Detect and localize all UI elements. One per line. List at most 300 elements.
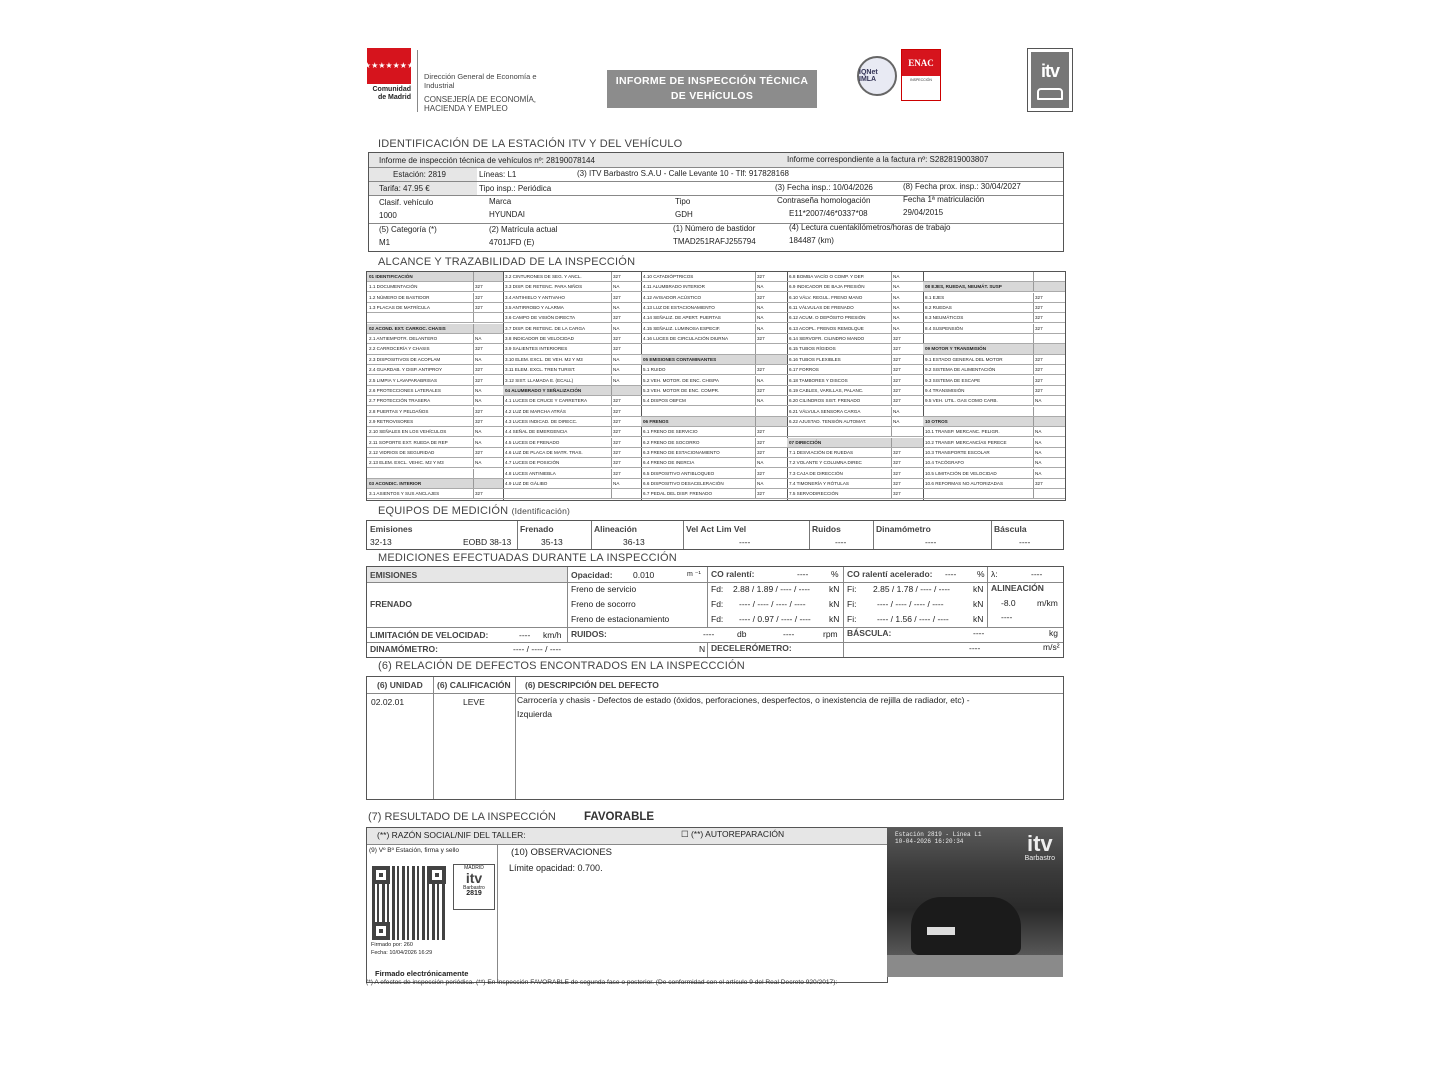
scope-row: [923, 489, 1065, 499]
scope-item-status: [1033, 282, 1065, 292]
scope-item-status: NA: [1033, 469, 1065, 479]
scope-row: [367, 282, 503, 292]
scope-row: [641, 324, 787, 334]
scope-row: [923, 303, 1065, 313]
scope-item-status: [473, 479, 503, 489]
scope-row: [923, 334, 1065, 344]
defect-col-description: (6) DESCRIPCIÓN DEL DEFECTO: [525, 680, 659, 690]
header-divider: [417, 50, 418, 112]
scope-item-label: 6.1 FRENO DE SERVICIO: [643, 429, 698, 435]
scope-item-status: 327: [611, 417, 641, 427]
scope-item-status: 327: [611, 427, 641, 437]
scope-group-header: [641, 355, 787, 365]
scope-item-label: 6.10 VÁLV. REGUL. FRENO MANO: [789, 294, 863, 300]
inspection-line: Líneas: L1: [479, 170, 517, 179]
scope-item-label: 07 DIRECCIÓN: [789, 439, 822, 445]
scope-item-label: 3.12 SIST. LLAMADA E. (ECALL): [505, 377, 574, 383]
scope-item-status: NA: [891, 303, 923, 313]
class-value: 1000: [379, 211, 397, 220]
scope-item-label: 4.6 LUZ DE PLACA DE MATR. TRAS.: [505, 449, 583, 455]
scope-column: [641, 272, 788, 500]
scope-column: [787, 272, 924, 500]
defect-col-unit: (6) UNIDAD: [377, 680, 423, 690]
scope-row: [641, 334, 787, 344]
scope-item-label: 05 EMISIONES CONTAMINANTES: [643, 356, 717, 362]
odometer-value: 184487 (km): [789, 236, 834, 245]
scope-row: [641, 365, 787, 375]
scope-item-label: 1.2 NÚMERO DE BASTIDOR: [369, 294, 430, 300]
scope-item-label: 7.5 SERVODIRECCIÓN: [789, 491, 839, 497]
itv-logo: [1027, 48, 1073, 112]
observations-text: Límite opacidad: 0.700.: [509, 863, 603, 873]
scope-item-label: 4.16 LUCES DE CIRCULACIÓN DIURNA: [643, 336, 729, 342]
scope-item-status: NA: [755, 458, 787, 468]
scope-item-label: 2.9 RETROVISORES: [369, 418, 414, 424]
scope-item-label: 6.20 CILINDROS SIST. FRENADO: [789, 398, 861, 404]
scope-item-status: NA: [755, 303, 787, 313]
scope-item-label: 08 EJES, RUEDAS, NEUMÁT. SUSP: [925, 284, 1002, 290]
scope-item-label: 6.3 FRENO DE ESTACIONAMIENTO: [643, 449, 720, 455]
scope-row: [367, 469, 503, 479]
scope-column: [503, 272, 642, 500]
scope-item-status: 327: [611, 458, 641, 468]
scope-row: [923, 355, 1065, 365]
scope-item-label: 8.1 EJES: [925, 294, 945, 300]
scope-item-label: 6.6 DISPOSITIVO DESACELERACIÓN: [643, 481, 724, 486]
scope-item-status: NA: [1033, 458, 1065, 468]
scope-row: [503, 376, 641, 386]
scope-item-label: 9.2 SISTEMA DE ALIMENTACIÓN: [925, 367, 996, 373]
scope-item-status: 327: [755, 365, 787, 375]
scope-item-label: 2.4 GUARDAB. Y DISP. ANTIPROY: [369, 367, 443, 373]
scope-item-status: 327: [891, 448, 923, 458]
scope-row: [923, 313, 1065, 323]
scope-row: [787, 313, 923, 323]
scope-column: [923, 272, 1065, 500]
defect-rating: LEVE: [463, 697, 485, 707]
scope-item-label: 9.1 ESTADO GENERAL DEL MOTOR: [925, 356, 1003, 362]
scope-item-label: 02 ACOND. EXT. CARROC. CHASIS: [369, 325, 446, 331]
scope-group-header: [641, 417, 787, 427]
scope-item-status: NA: [473, 438, 503, 448]
scope-row: [641, 396, 787, 406]
scope-row: [923, 438, 1065, 448]
scope-row: [923, 365, 1065, 375]
scope-item-label: 4.12 AVISADOR ACÚSTICO: [643, 294, 702, 300]
scope-item-status: [473, 469, 503, 479]
scope-row: [367, 448, 503, 458]
homologation-label: Contraseña homologación: [777, 196, 871, 205]
scope-item-label: 3.1 ASIENTOS Y SUS ANCLAJES: [369, 491, 440, 497]
scope-grid: [366, 271, 1066, 501]
scope-row: [503, 303, 641, 313]
scope-row: [503, 417, 641, 427]
scope-item-status: NA: [611, 365, 641, 375]
station-stamp: MADRID itv Barbastro 2819: [453, 864, 495, 910]
scope-row: [503, 365, 641, 375]
scope-item-label: 4.1 LUCES DE CRUCE Y CARRETERA: [505, 398, 588, 404]
scope-item-status: 327: [473, 344, 503, 354]
scope-item-status: 327: [755, 334, 787, 344]
scope-row: [641, 376, 787, 386]
scope-item-status: 327: [473, 282, 503, 292]
scope-item-status: NA: [891, 324, 923, 334]
scope-item-status: [1033, 344, 1065, 354]
scope-item-label: 2.6 PROTECCIONES LATERALES: [369, 387, 441, 393]
scope-row: [787, 303, 923, 313]
scope-item-label: 7.2 VOLANTE Y COLUMNA DIREC: [789, 460, 862, 466]
scope-row: [367, 458, 503, 468]
vin-label: (1) Número de bastidor: [673, 224, 756, 233]
scope-item-status: 327: [1033, 293, 1065, 303]
scope-row: [503, 448, 641, 458]
comunidad-madrid-logo: [363, 48, 415, 112]
scope-item-status: NA: [891, 293, 923, 303]
scope-item-status: 327: [755, 448, 787, 458]
self-repair-checkbox: ☐ (**) AUTOREPARACIÓN: [681, 829, 785, 839]
scope-item-label: 2.2 CARROCERÍA Y CHASIS: [369, 346, 430, 352]
scope-item-status: 327: [755, 469, 787, 479]
scope-item-status: 327: [611, 293, 641, 303]
scope-item-label: 5.3 VEH. MOTOR DE ENC. COMPR.: [643, 387, 720, 393]
scope-item-status: NA: [1033, 448, 1065, 458]
scope-item-status: NA: [611, 376, 641, 386]
scope-row: [503, 458, 641, 468]
scope-row: [923, 479, 1065, 489]
scope-item-status: NA: [891, 417, 923, 427]
scope-item-status: 327: [1033, 303, 1065, 313]
scope-item-label: 4.15 SEÑALIZ. LUMINOSA ESPECIF.: [643, 325, 721, 331]
scope-item-label: 6.13 ACOPL. FRENOS REMOLQUE: [789, 325, 864, 331]
scope-row: [787, 272, 923, 282]
signature-label: (9) Vº Bº Estación, firma y sello: [369, 847, 459, 854]
scope-item-status: 327: [473, 303, 503, 313]
scope-row: [787, 355, 923, 365]
scope-item-label: 3.4 ANTIHIELO Y ANTIVAHO: [505, 294, 565, 300]
scope-row: [641, 386, 787, 396]
defect-unit: 02.02.01: [371, 697, 405, 707]
equipment-title: EQUIPOS DE MEDICIÓN (Identificación): [378, 505, 571, 517]
scope-item-status: 327: [611, 448, 641, 458]
operator-info: (3) ITV Barbastro S.A.U - Calle Levante 10 - Tlf: 917828168: [577, 169, 789, 178]
scope-item-label: 4.9 LUZ DE GÁLIBO: [505, 481, 548, 486]
ministry-name: CONSEJERÍA DE ECONOMÍA, HACIENDA Y EMPLEO: [424, 95, 537, 113]
scope-item-label: 6.18 TAMBORES Y DISCOS: [789, 377, 848, 383]
scope-item-status: 327: [473, 448, 503, 458]
identification-table: [368, 152, 1064, 252]
scope-item-label: 2.1 ANTIEMPOTR. DELANTERO: [369, 336, 438, 342]
scope-item-status: 327: [611, 407, 641, 417]
scope-row: [641, 344, 787, 354]
scope-row: [787, 376, 923, 386]
fee: Tarifa: 47.95 €: [379, 184, 430, 193]
scope-item-label: 2.11 SOPORTE EXT. RUEDA DE REP: [369, 439, 448, 445]
scope-item-label: 5.1 RUIDO: [643, 367, 666, 373]
scope-item-label: 2.3 DISPOSITIVOS DE ACOPLAM: [369, 356, 441, 362]
equip-emissions: Emisiones 32-13 EOBD 38-13: [367, 521, 518, 549]
scope-item-label: 6.16 TUBOS FLEXIBLES: [789, 356, 841, 362]
scope-item-status: 327: [755, 386, 787, 396]
scope-row: [503, 293, 641, 303]
scope-item-status: NA: [1033, 427, 1065, 437]
scope-row: [503, 272, 641, 282]
scope-row: [367, 355, 503, 365]
scope-item-status: [611, 489, 641, 499]
scope-item-status: 327: [611, 396, 641, 406]
scope-item-status: 327: [611, 344, 641, 354]
scope-item-status: 327: [1033, 365, 1065, 375]
scope-item-status: 327: [891, 396, 923, 406]
scope-row: [641, 448, 787, 458]
scope-item-status: NA: [891, 282, 923, 292]
scope-item-label: 7.4 TIMONERÍA Y RÓTULAS: [789, 481, 849, 486]
scope-item-label: 7.3 CAJA DE DIRECCIÓN: [789, 470, 843, 476]
scope-item-status: [755, 417, 787, 427]
directorate-name: Dirección General de Economía e Industrial: [424, 72, 537, 90]
scope-row: [503, 282, 641, 292]
scope-row: [503, 355, 641, 365]
scope-row: [923, 272, 1065, 282]
plate-value: 4701JFD (E): [489, 238, 535, 247]
scope-item-status: NA: [473, 334, 503, 344]
scope-item-label: 04 ALUMBRADO Y SEÑALIZACIÓN: [505, 387, 582, 393]
inspection-report: [364, 44, 1066, 994]
scope-item-label: 2.10 SEÑALES EN LOS VEHÍCULOS: [369, 429, 447, 435]
scope-row: [367, 489, 503, 499]
scope-column: [367, 272, 504, 500]
scope-item-label: 9.4 TRANSMISIÓN: [925, 387, 965, 393]
scope-item-label: 4.2 LUZ DE MARCHA ATRÁS: [505, 408, 566, 414]
scope-item-status: 327: [473, 417, 503, 427]
report-title: INFORME DE INSPECCIÓN TÉCNICA DE VEHÍCULOS: [607, 70, 817, 108]
scope-item-status: [473, 313, 503, 323]
scope-row: [787, 489, 923, 499]
scope-row: [787, 458, 923, 468]
scope-item-status: [1033, 489, 1065, 499]
equip-speed-limiter: Vel Act Lim Vel ----: [683, 521, 810, 549]
scope-item-label: 9.5 VEH. UTIL. GAS COMO CARB.: [925, 398, 998, 404]
scope-item-status: NA: [755, 282, 787, 292]
scope-item-label: 6.4 FRENO DE INERCIA: [643, 460, 695, 466]
scope-row: [367, 407, 503, 417]
scope-item-label: 8.4 SUSPENSIÓN: [925, 325, 963, 331]
scope-group-header: [503, 386, 641, 396]
scope-item-status: 327: [891, 469, 923, 479]
scope-item-label: 10 OTROS: [925, 418, 948, 424]
next-inspection-date: (8) Fecha prox. insp.: 30/04/2027: [903, 182, 1021, 191]
defect-description: Carrocería y chasis - Defectos de estado (óxidos, perforaciones, desperfectos, o inexistencia de rejilla de radiador, etc) -: [517, 695, 970, 705]
scope-row: [503, 313, 641, 323]
scope-row: [787, 417, 923, 427]
scope-row: [503, 344, 641, 354]
first-registration-label: Fecha 1ª matriculación: [903, 195, 985, 204]
scope-item-label: 4.11 ALUMBRADO INTERIOR: [643, 284, 705, 290]
scope-row: [367, 365, 503, 375]
scope-item-label: 6.12 ACUM. O DEPÓSITO PRESIÓN: [789, 315, 866, 321]
scope-row: [787, 469, 923, 479]
scope-row: [787, 448, 923, 458]
scope-item-label: 2.13 ELEM. EXCL. VEHIC. M2 Y M3: [369, 460, 444, 466]
scope-row: [641, 427, 787, 437]
scope-item-status: NA: [755, 479, 787, 489]
scope-item-status: NA: [891, 407, 923, 417]
scope-row: [923, 469, 1065, 479]
scope-item-label: 4.7 LUCES DE POSICIÓN: [505, 460, 560, 466]
scope-item-status: [473, 272, 503, 282]
scope-row: [923, 396, 1065, 406]
category-label: (5) Categoría (*): [379, 225, 437, 234]
scope-item-label: 4.13 LUZ DE ESTACIONAMIENTO: [643, 305, 715, 311]
scope-row: [367, 334, 503, 344]
car-plate: [927, 927, 955, 935]
scope-item-label: 3.6 CAMPO DE VISIÓN DIRECTA: [505, 315, 576, 321]
scope-group-header: [923, 417, 1065, 427]
workshop-label: (**) RAZÓN SOCIAL/NIF DEL TALLER:: [377, 830, 526, 840]
scope-item-status: [1033, 334, 1065, 344]
scope-row: [787, 427, 923, 437]
photo-floor: [887, 955, 1063, 977]
scope-item-label: 6.21 VÁLVULA SENSORA CARGA: [789, 408, 861, 414]
madrid-flag-icon: ★★★★★★★: [367, 48, 411, 84]
result-label: (7) RESULTADO DE LA INSPECCIÓN: [368, 811, 556, 823]
scope-item-label: 3.10 ELEM. EXCL. DE VEH. M2 Y M3: [505, 356, 583, 362]
scope-row: [503, 489, 641, 499]
scope-item-status: NA: [755, 313, 787, 323]
inspection-type: Tipo insp.: Periódica: [479, 184, 552, 193]
scope-item-status: NA: [755, 324, 787, 334]
scope-item-status: 327: [473, 365, 503, 375]
scope-row: [641, 438, 787, 448]
scope-item-status: NA: [1033, 396, 1065, 406]
scope-item-label: 10.3 TRANSPORTE ESCOLAR: [925, 449, 990, 455]
scope-row: [503, 407, 641, 417]
scope-item-label: 10.5 LIMITACIÓN DE VELOCIDAD: [925, 470, 997, 476]
scope-item-status: 327: [891, 365, 923, 375]
car-icon: [1037, 88, 1063, 100]
scope-row: [641, 313, 787, 323]
scope-item-status: 327: [891, 479, 923, 489]
scope-item-label: 4.5 LUCES DE FRENADO: [505, 439, 560, 445]
scope-item-status: 327: [611, 272, 641, 282]
scope-item-label: 01 IDENTIFICACIÓN: [369, 274, 413, 279]
scope-item-status: [755, 355, 787, 365]
scope-row: [641, 303, 787, 313]
scope-item-label: 1.3 PLACAS DE MATRÍCULA: [369, 305, 430, 311]
scope-item-label: 03 ACONDIC. INTERIOR: [369, 481, 422, 486]
scope-item-status: 327: [755, 427, 787, 437]
scope-item-status: NA: [473, 458, 503, 468]
plate-label: (2) Matrícula actual: [489, 225, 558, 234]
equip-alignment: Alineación 36-13: [591, 521, 684, 549]
scope-item-label: 1.1 DOCUMENTACIÓN: [369, 284, 418, 290]
scope-item-status: 327: [755, 293, 787, 303]
signed-date: Fecha: 10/04/2026 16:29: [371, 950, 433, 956]
scope-item-label: 9.3 SISTEMA DE ESCAPE: [925, 377, 981, 383]
scope-item-label: 4.4 SEÑAL DE EMERGENCIA: [505, 429, 568, 435]
enac-sub: INSPECCIÓN: [910, 78, 932, 82]
photo-brand: itv Barbastro: [1024, 831, 1055, 862]
scope-row: [503, 479, 641, 489]
station-number: Estación: 2819: [393, 170, 446, 179]
scope-item-label: 2.12 VIDRIOS DE SEGURIDAD: [369, 449, 435, 455]
scope-item-label: 6.2 FRENO DE SOCORRO: [643, 439, 700, 445]
inspection-date: (3) Fecha insp.: 10/04/2026: [775, 183, 873, 192]
scope-item-label: 6.11 VÁLVULAS DE FRENADO: [789, 305, 854, 311]
itv-logo-text: itv: [1040, 60, 1059, 81]
scope-item-label: 3.7 DISP. DE RETENC. DE LA CARGA: [505, 325, 586, 331]
scope-item-status: 327: [1033, 376, 1065, 386]
car-icon: [911, 897, 1021, 955]
scope-item-status: NA: [611, 303, 641, 313]
scope-item-label: 10.6 REFORMAS NO AUTORIZADAS: [925, 481, 1004, 486]
scope-row: [787, 479, 923, 489]
scope-item-status: 327: [611, 469, 641, 479]
scope-item-label: 6.15 TUBOS RÍGIDOS: [789, 346, 836, 352]
scope-item-label: 4.10 CATADIÓPTRICOS: [643, 274, 694, 279]
scope-row: [787, 324, 923, 334]
scope-row: [641, 282, 787, 292]
scope-item-label: 7.1 DESVIACIÓN DE RUEDAS: [789, 449, 854, 455]
scope-row: [503, 396, 641, 406]
scope-item-label: 06 FRENOS: [643, 418, 669, 424]
scope-row: [503, 334, 641, 344]
scope-item-label: 10.2 TRANSP. MERCANCÍAS PERECE: [925, 439, 1007, 445]
scope-item-label: 3.3 DISP. DE RETENC. PARA NIÑOS: [505, 284, 583, 290]
scope-item-status: NA: [473, 427, 503, 437]
first-registration-value: 29/04/2015: [903, 208, 944, 217]
scope-row: [787, 282, 923, 292]
scope-item-status: 327: [1033, 386, 1065, 396]
electronic-signature: Firmado electrónicamente: [375, 969, 469, 978]
type-label: Tipo: [675, 197, 691, 206]
scope-item-status: NA: [755, 396, 787, 406]
scope-row: [641, 293, 787, 303]
scope-item-status: 327: [891, 458, 923, 468]
scope-item-status: 327: [611, 334, 641, 344]
signed-by: Firmado por: 260: [371, 942, 413, 948]
scope-item-status: NA: [473, 386, 503, 396]
scope-item-label: 10.4 TACÓGRAFO: [925, 460, 964, 466]
scope-row: [503, 324, 641, 334]
scope-item-label: 4.14 SEÑALIZ. DE APERT. PUERTAS: [643, 315, 721, 321]
scope-row: [641, 407, 787, 417]
scope-row: [367, 386, 503, 396]
scope-row: [367, 376, 503, 386]
scope-row: [367, 303, 503, 313]
scope-item-status: 327: [1033, 479, 1065, 489]
scope-row: [923, 293, 1065, 303]
scope-row: [923, 427, 1065, 437]
scope-item-label: 3.9 SALIENTES INTERIORES: [505, 346, 568, 352]
scope-row: [641, 469, 787, 479]
scope-item-label: 3.2 CINTURONES DE SEG. Y ANCL.: [505, 274, 582, 279]
scope-row: [923, 458, 1065, 468]
report-number: Informe de inspección técnica de vehículos nº: 28190078144: [379, 156, 595, 165]
scope-item-label: 6.17 FORROS: [789, 367, 819, 373]
scope-row: [367, 417, 503, 427]
scope-item-label: 8.3 NEUMÁTICOS: [925, 315, 964, 321]
category-value: M1: [379, 238, 391, 247]
scope-item-label: 6.22 AJUSTAD. TENSIÓN AUTOMAT.: [789, 418, 867, 424]
scope-item-status: 327: [891, 355, 923, 365]
scope-row: [923, 448, 1065, 458]
scope-title: ALCANCE Y TRAZABILIDAD DE LA INSPECCIÓN: [378, 256, 636, 268]
scope-item-label: 6.9 INDICADOR DE BAJA PRESIÓN: [789, 284, 865, 290]
scope-item-label: 3.5 ANTIRROBO Y ALARMA: [505, 305, 564, 311]
scope-group-header: [367, 479, 503, 489]
scope-item-status: 327: [473, 489, 503, 499]
scope-item-status: 327: [891, 376, 923, 386]
